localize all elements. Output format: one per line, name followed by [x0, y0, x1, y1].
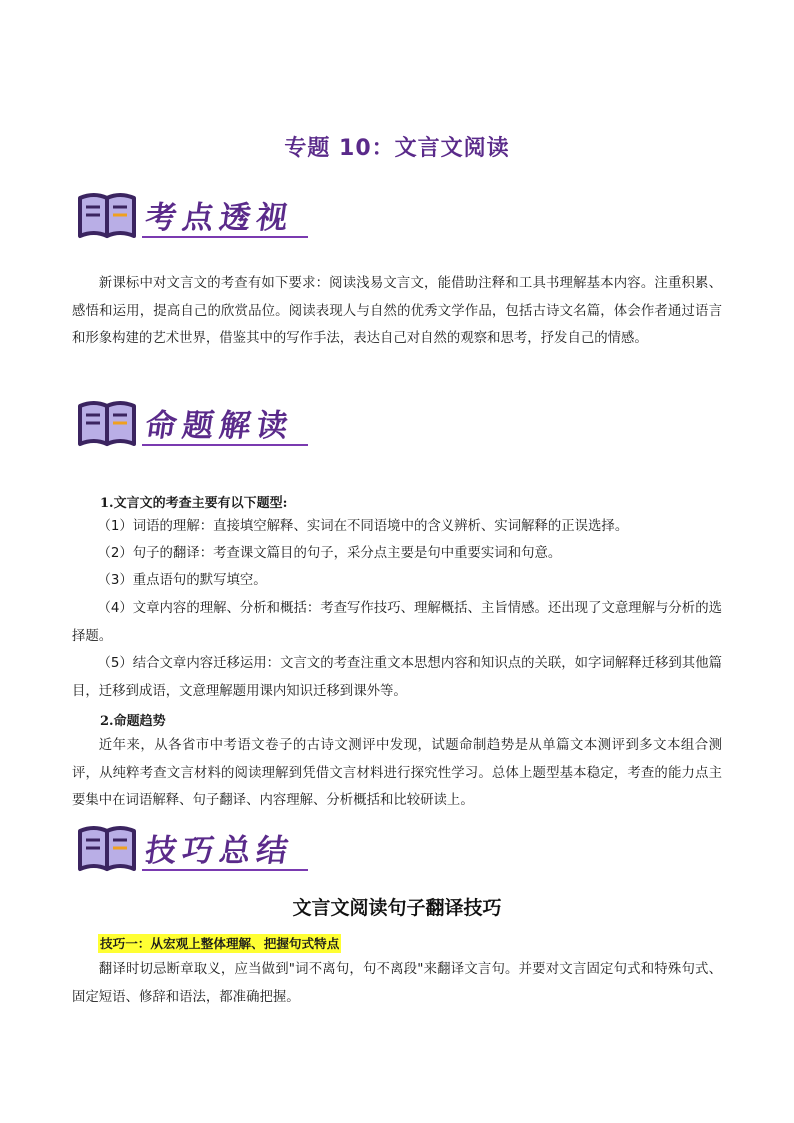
tip-heading — [98, 933, 341, 952]
book-icon — [76, 823, 138, 875]
trend-paragraph: 近年来，从各省市中考语文卷子的古诗文测评中发现，试题命制趋势是从单篇文本测评到多文本组合测评，从纯粹考查文言材料的阅读理解到凭借文言材料进行探究性学习。总体上题型基本稳定，考查的能力点主要集中在词语解释、句子翻译、内容理解、分析概括和比较研读上。 — [72, 738, 722, 808]
section-underline — [142, 444, 308, 446]
section-title-mingti: 命题解读 — [142, 408, 297, 444]
kaodian-paragraph: 新课标中对文言文的考查有如下要求：阅读浅易文言文，能借助注释和工具书理解基本内容。注重积累、感悟和运用，提高自己的欣赏品位。阅读表现人与自然的优秀文学作品，包括古诗文名篇，体会作者通过语言和形象构建的艺术世界，借鉴其中的写作手法，表达自己对自然的观察和思考，抒发自己的情感。 — [72, 276, 722, 346]
book-icon — [76, 190, 138, 242]
list-item: （1）词语的理解：直接填空解释、实词在不同语境中的含义辨析、实词解释的正误选择。 — [97, 519, 629, 534]
list-item: （3）重点语句的默写填空。 — [97, 573, 267, 588]
section-title-kaodian: 考点透视 — [142, 200, 297, 236]
mingti-heading-1: 1.文言文的考查主要有以下题型: — [100, 496, 288, 511]
list-item: （2）句子的翻译：考查课文篇目的句子，采分点主要是句中重要实词和句意。 — [97, 546, 562, 561]
mingti-heading-2: 2.命题趋势 — [100, 714, 166, 729]
page-title: 专题 10：文言文阅读 — [284, 136, 510, 161]
tip-heading-text: 技巧一：从宏观上整体理解、把握句式特点 — [100, 936, 340, 951]
subsection-title: 文言文阅读句子翻译技巧 — [292, 897, 502, 919]
tip-paragraph: 翻译时切忌断章取义，应当做到"词不离句，句不离段"来翻译文言句。并要对文言固定句式和特殊句式、固定短语、修辞和语法，都准确把握。 — [72, 962, 722, 1005]
section-underline — [142, 236, 308, 238]
book-icon — [76, 398, 138, 450]
section-title-jiqiao: 技巧总结 — [142, 833, 297, 869]
list-item: （4）文章内容的理解、分析和概括：考查写作技巧、理解概括、主旨情感。还出现了文意理解与分析的选择题。 — [72, 601, 722, 644]
section-underline — [142, 869, 308, 871]
list-item: （5）结合文章内容迁移运用：文言文的考查注重文本思想内容和知识点的关联，如字词解释迁移到其他篇目，迁移到成语，文意理解题用课内知识迁移到课外等。 — [72, 656, 722, 699]
